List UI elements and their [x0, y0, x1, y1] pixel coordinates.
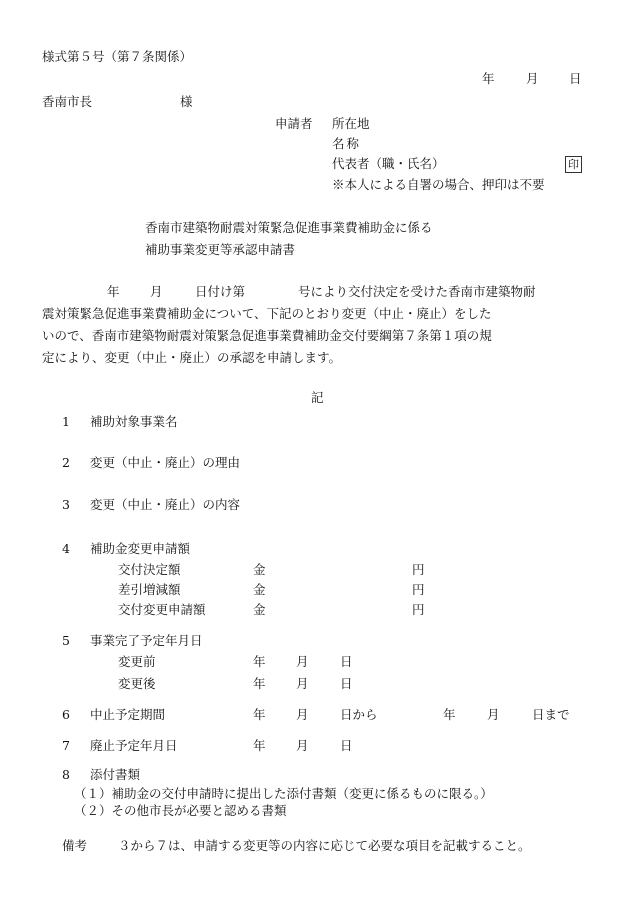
date-day: 日 [340, 654, 353, 669]
amount-kin: 金 [253, 602, 266, 617]
item-number: 2 [62, 455, 70, 470]
intro-line3: いので、香南市建築物耐震対策緊急促進事業費補助金交付要綱第７条第１項の規 [42, 328, 492, 343]
addressee-honorific: 様 [180, 94, 193, 109]
intro-line1: 号により交付決定を受けた香南市建築物耐 [298, 284, 536, 299]
document-title-line1: 香南市建築物耐震対策緊急促進事業費補助金に係る [145, 220, 433, 235]
date-day: 日 [340, 676, 353, 691]
applicant-address: 所在地 [332, 116, 370, 131]
applicant-representative: 代表者（職・氏名） [332, 156, 445, 171]
amount-kin: 金 [253, 562, 266, 577]
item-label: 中止予定期間 [90, 707, 166, 722]
applicant-name: 名称 [332, 136, 362, 151]
abolish-day: 日 [340, 738, 353, 753]
item-label: 補助金変更申請額 [90, 541, 191, 556]
date-year: 年 [253, 654, 266, 669]
date-month: 月 [296, 676, 309, 691]
item-label: 事業完了予定年月日 [90, 633, 203, 648]
remarks-label: 備考 [62, 838, 88, 853]
amount-row-label: 交付決定額 [118, 562, 181, 577]
date-year: 年 [253, 676, 266, 691]
intro-line2: 震対策緊急促進事業費補助金について、下記のとおり変更（中止・廃止）をした [42, 306, 492, 321]
item-number: 5 [62, 633, 70, 648]
form-number: 様式第５号（第７条関係） [42, 49, 193, 64]
period-month: 月 [296, 707, 309, 722]
item-label: 変更（中止・廃止）の理由 [90, 455, 241, 470]
item-number: 4 [62, 541, 70, 556]
abolish-month: 月 [296, 738, 309, 753]
date-month: 月 [526, 71, 539, 86]
amount-yen: 円 [412, 602, 425, 617]
item-number: 1 [62, 414, 70, 429]
item-number: 8 [62, 767, 70, 782]
attachment-1: （１）補助金の交付申請時に提出した添付書類（変更に係るものに限る。） [74, 786, 493, 801]
item-number: 3 [62, 497, 70, 512]
date-day: 日 [569, 71, 582, 86]
item-label: 添付書類 [90, 767, 141, 782]
period-year-end: 年 [443, 707, 456, 722]
amount-yen: 円 [412, 582, 425, 597]
date-row-label: 変更前 [118, 654, 156, 669]
seal-mark: 印 [565, 156, 582, 173]
intro-month: 月 [150, 284, 163, 299]
intro-line4: 定により、変更（中止・廃止）の承認を申請します。 [42, 350, 342, 365]
addressee-mayor: 香南市長 [42, 94, 93, 109]
period-day-from: 日から [340, 707, 378, 722]
attachment-2: （２）その他市長が必要と認める書類 [74, 803, 287, 818]
amount-row-label: 差引増減額 [118, 582, 181, 597]
intro-day-ref: 日付け第 [195, 284, 246, 299]
amount-kin: 金 [253, 582, 266, 597]
date-year: 年 [482, 71, 495, 86]
remarks-text: ３から７は、申請する変更等の内容に応じて必要な項目を記載すること。 [118, 838, 531, 853]
amount-row-label: 交付変更申請額 [118, 602, 206, 617]
abolish-year: 年 [253, 738, 266, 753]
item-label: 廃止予定年月日 [90, 738, 178, 753]
seal-note: ※本人による自署の場合、押印は不要 [332, 177, 545, 192]
date-row-label: 変更後 [118, 676, 156, 691]
period-day-to: 日まで [532, 707, 570, 722]
item-label: 補助対象事業名 [90, 414, 178, 429]
item-number: 6 [62, 707, 70, 722]
date-month: 月 [296, 654, 309, 669]
item-label: 変更（中止・廃止）の内容 [90, 497, 241, 512]
ki-heading: 記 [311, 390, 324, 405]
period-month-end: 月 [487, 707, 500, 722]
document-title-line2: 補助事業変更等承認申請書 [145, 242, 296, 257]
item-number: 7 [62, 738, 70, 753]
intro-year: 年 [107, 284, 120, 299]
applicant-label: 申請者 [275, 116, 313, 131]
amount-yen: 円 [412, 562, 425, 577]
period-year: 年 [253, 707, 266, 722]
